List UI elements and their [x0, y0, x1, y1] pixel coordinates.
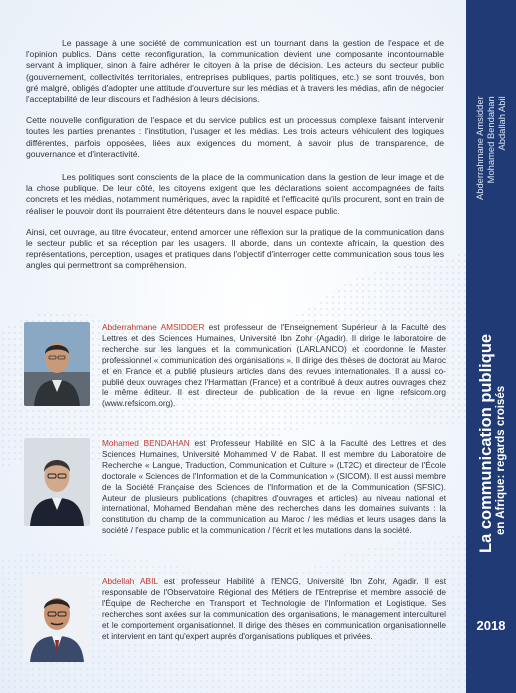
publication-year: 2018 [476, 618, 506, 633]
author-photo-bendahan [24, 438, 90, 526]
author-bio-text: Abdellah ABIL est professeur Habilité à l'ENCG, Université Ibn Zohr, Agadir. Il est responsable de l'Observatoire Régional des Métiers de l'Entreprise et membre associé de l'Équipe de Recherche en Transport et Technologie de l'Information et Logistique. Ses recherches sont axées sur la communication des organisations, le management interculturel et le comportement organisationnel. Il dirige des thèses en communication organisationnelle et intervient en tant qu'expert auprès d'organisations publiques et privées. [102, 576, 447, 641]
author-bio-text: Mohamed BENDAHAN est Professeur Habilité en SIC à la Faculté des Lettres et des Sciences Humaines, Université Mohammed V de Rabat. Il est membre du Laboratoire de Recherche « Langue, Traduction, Communication et Culture » (LT2C) et directeur de l'École doctorale « Sciences de l'Information et de la Communication » (SICOM). Il est aussi membre de la Société Française des Sciences de l'Information et de la Communication (SFSIC). Auteur de plusieurs publications (chapitres d'ouvrages et articles) au niveau national et international, Mohamed Bendahan mène des recherches dans les domaines suivants : la constitution du champ de la communication au Maroc / les médias et leurs usages dans la société / l'espace public et la communication / l'écrit et les mutations dans la société. [102, 438, 446, 536]
spine-author-3: Abdallah Abil [496, 96, 507, 151]
author-name: Mohamed BENDAHAN [102, 438, 190, 448]
intro-paragraph-3: Les politiques sont conscients de la place de la communication dans la gestion de leur image et de la chose publique. De leur côté, les citoyens exigent que les déclarations soient accompagnées de faits concrets et les médias, notamment numériques, avec la rapidité et l'efficacité qu'ils procurent, sont en train de réaliser le pouvoir dont ils pourraient être détenteurs dans le nouvel espace public. [26, 172, 444, 216]
presentation-text [26, 38, 444, 272]
author-name: Abdellah ABIL [102, 576, 158, 586]
spine-authors [474, 96, 507, 200]
author-photo-amsidder [24, 322, 90, 406]
intro-paragraph-2: Cette nouvelle configuration de l'espace et du service publics est un processus complexe faisant intervenir toutes les parties prenantes : l'institution, l'usager et les médias. Les trois acteurs véhiculent des logiques différentes, parfois opposées, liées aux exigences du moment, à savoir plus de transparence, de gouvernance et d'interactivité. [26, 115, 444, 159]
book-title: La communication publique [477, 333, 495, 553]
author-bio-text: Abderrahmane AMSIDDER est professeur de l'Enseignement Supérieur à la Faculté des Lettres et des Sciences Humaines, Université Ibn Zohr (Agadir). Il dirige le laboratoire de recherche sur les langues et la communication (LARLANCO) et coordonne le Master professionnel « communication des organisations ». Il dirige des thèses de doctorat au Maroc et en France et a publié plusieurs articles dans des revues internationales. Il a aussi co-publié deux ouvrages chez l'Harmattan (France) et a contribué à deux autres ouvrages chez le même éditeur. Il est directeur de publication de la revue en ligne refsicom.org (www.refsicom.org). [102, 322, 446, 409]
intro-paragraph-1: Le passage à une société de communication est un tournant dans la gestion de l'espace et de l'opinion publics. Dans cette reconfiguration, la communication devient une composante incontournable servant à impliquer, sinon à faire adhérer le citoyen à la prise de décision. Les acteurs du secteur public (gouvernement, collectivités territoriales, entreprises publiques, partis politiques, etc.) se sont trouvés, bon gré malgré, obligés d'adopter une attitude d'ouverture sur les médias et à travers les médias, afin de négocier l'acceptabilité de leur discours et l'adhésion à leurs décisions. [26, 38, 444, 105]
author-name: Abderrahmane AMSIDDER [102, 322, 205, 332]
intro-paragraph-4: Ainsi, cet ouvrage, au titre évocateur, entend amorcer une réflexion sur la pratique de la communication dans le secteur public et sa réception par les usagers. Il aborde, dans un contexte africain, la question des représentations, perception, usages et pratiques dans l'objectif d'interroger cette communication sous tous les angles qui permettront sa compréhension. [26, 226, 444, 271]
spine-author-1: Abderrahmane Amsidder [474, 96, 485, 200]
spine-author-2: Mohamed Bendahan [485, 96, 496, 184]
author-photo-abil [24, 576, 90, 662]
book-subtitle: en Afrique: regards croisés [495, 385, 507, 535]
